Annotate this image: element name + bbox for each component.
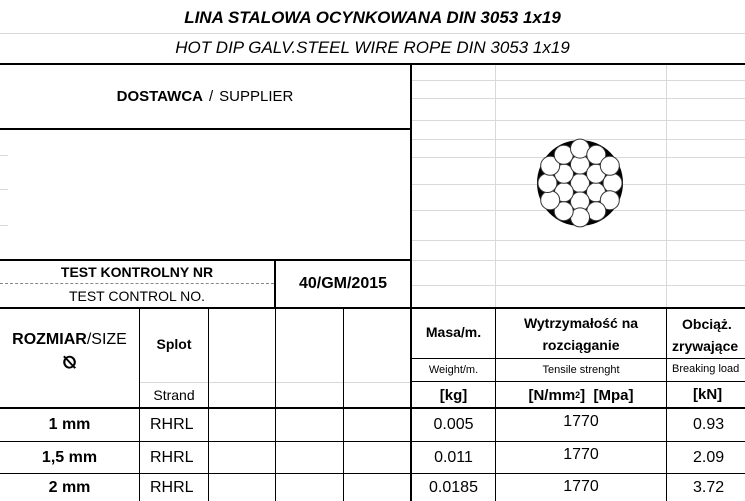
diameter-symbol: ⦰: [62, 353, 77, 372]
supplier-label-en: SUPPLIER: [219, 88, 294, 105]
row-strand: RHRL: [150, 448, 194, 466]
tensile-unit-b: ] [Mpa]: [580, 386, 634, 404]
tensile-header-en: Tensile strenght: [542, 364, 620, 376]
row-mass: 0.005: [433, 416, 474, 433]
row-load: 2.09: [693, 448, 725, 466]
rope-cross-section-image: [520, 130, 640, 240]
title-english: HOT DIP GALV.STEEL WIRE ROPE DIN 3053 1x19: [175, 38, 570, 57]
row-load: 3.72: [693, 478, 725, 496]
load-unit: [kN]: [693, 386, 723, 403]
test-label-en: TEST CONTROL NO.: [68, 287, 206, 304]
strand-header-pl: Splot: [156, 336, 192, 352]
mass-unit: [kg]: [439, 386, 468, 404]
row-tensile: 1770: [563, 446, 599, 463]
size-header-en: SIZE: [91, 331, 127, 348]
row-size: 1,5 mm: [41, 448, 98, 466]
tensile-header-pl-2: rozciąganie: [542, 337, 620, 353]
size-header-pl: ROZMIAR: [12, 331, 87, 348]
tensile-unit-a: [N/mm: [528, 386, 576, 404]
tensile-unit: [496, 383, 666, 407]
rope-wire: [603, 174, 622, 193]
tensile-unit-sup: 2: [575, 390, 581, 400]
test-label-pl: TEST KONTROLNY NR: [60, 264, 214, 280]
load-header-pl-1: Obciąż.: [682, 316, 732, 332]
test-number: 40/GM/2015: [298, 275, 388, 292]
row-strand: RHRL: [150, 416, 194, 433]
row-size: 1 mm: [48, 416, 91, 433]
rope-wire: [600, 156, 619, 175]
title-polish: LINA STALOWA OCYNKOWANA DIN 3053 1x19: [184, 8, 561, 27]
rope-wire: [541, 191, 560, 210]
supplier-label: [0, 65, 410, 128]
tensile-header-pl-1: Wytrzymałość na: [523, 315, 639, 331]
supplier-separator: /: [209, 88, 214, 105]
load-header-pl-2: zrywające: [672, 338, 739, 354]
mass-header-pl: Masa/m.: [425, 324, 482, 340]
row-load: 0.93: [693, 416, 725, 433]
row-size: 2 mm: [48, 478, 91, 496]
strand-header-en: Strand: [153, 387, 195, 403]
row-mass: 0.0185: [429, 478, 478, 496]
supplier-label-pl: DOSTAWCA: [116, 88, 203, 105]
row-tensile: 1770: [563, 413, 599, 430]
row-strand: RHRL: [150, 478, 194, 496]
rope-wire: [538, 174, 557, 193]
row-tensile: 1770: [563, 478, 599, 495]
load-header-en: Breaking load: [672, 363, 740, 375]
size-header-sep: /: [86, 331, 92, 348]
size-header: [0, 330, 139, 350]
row-mass: 0.011: [434, 448, 473, 466]
mass-header-en: Weight/m.: [428, 364, 479, 376]
